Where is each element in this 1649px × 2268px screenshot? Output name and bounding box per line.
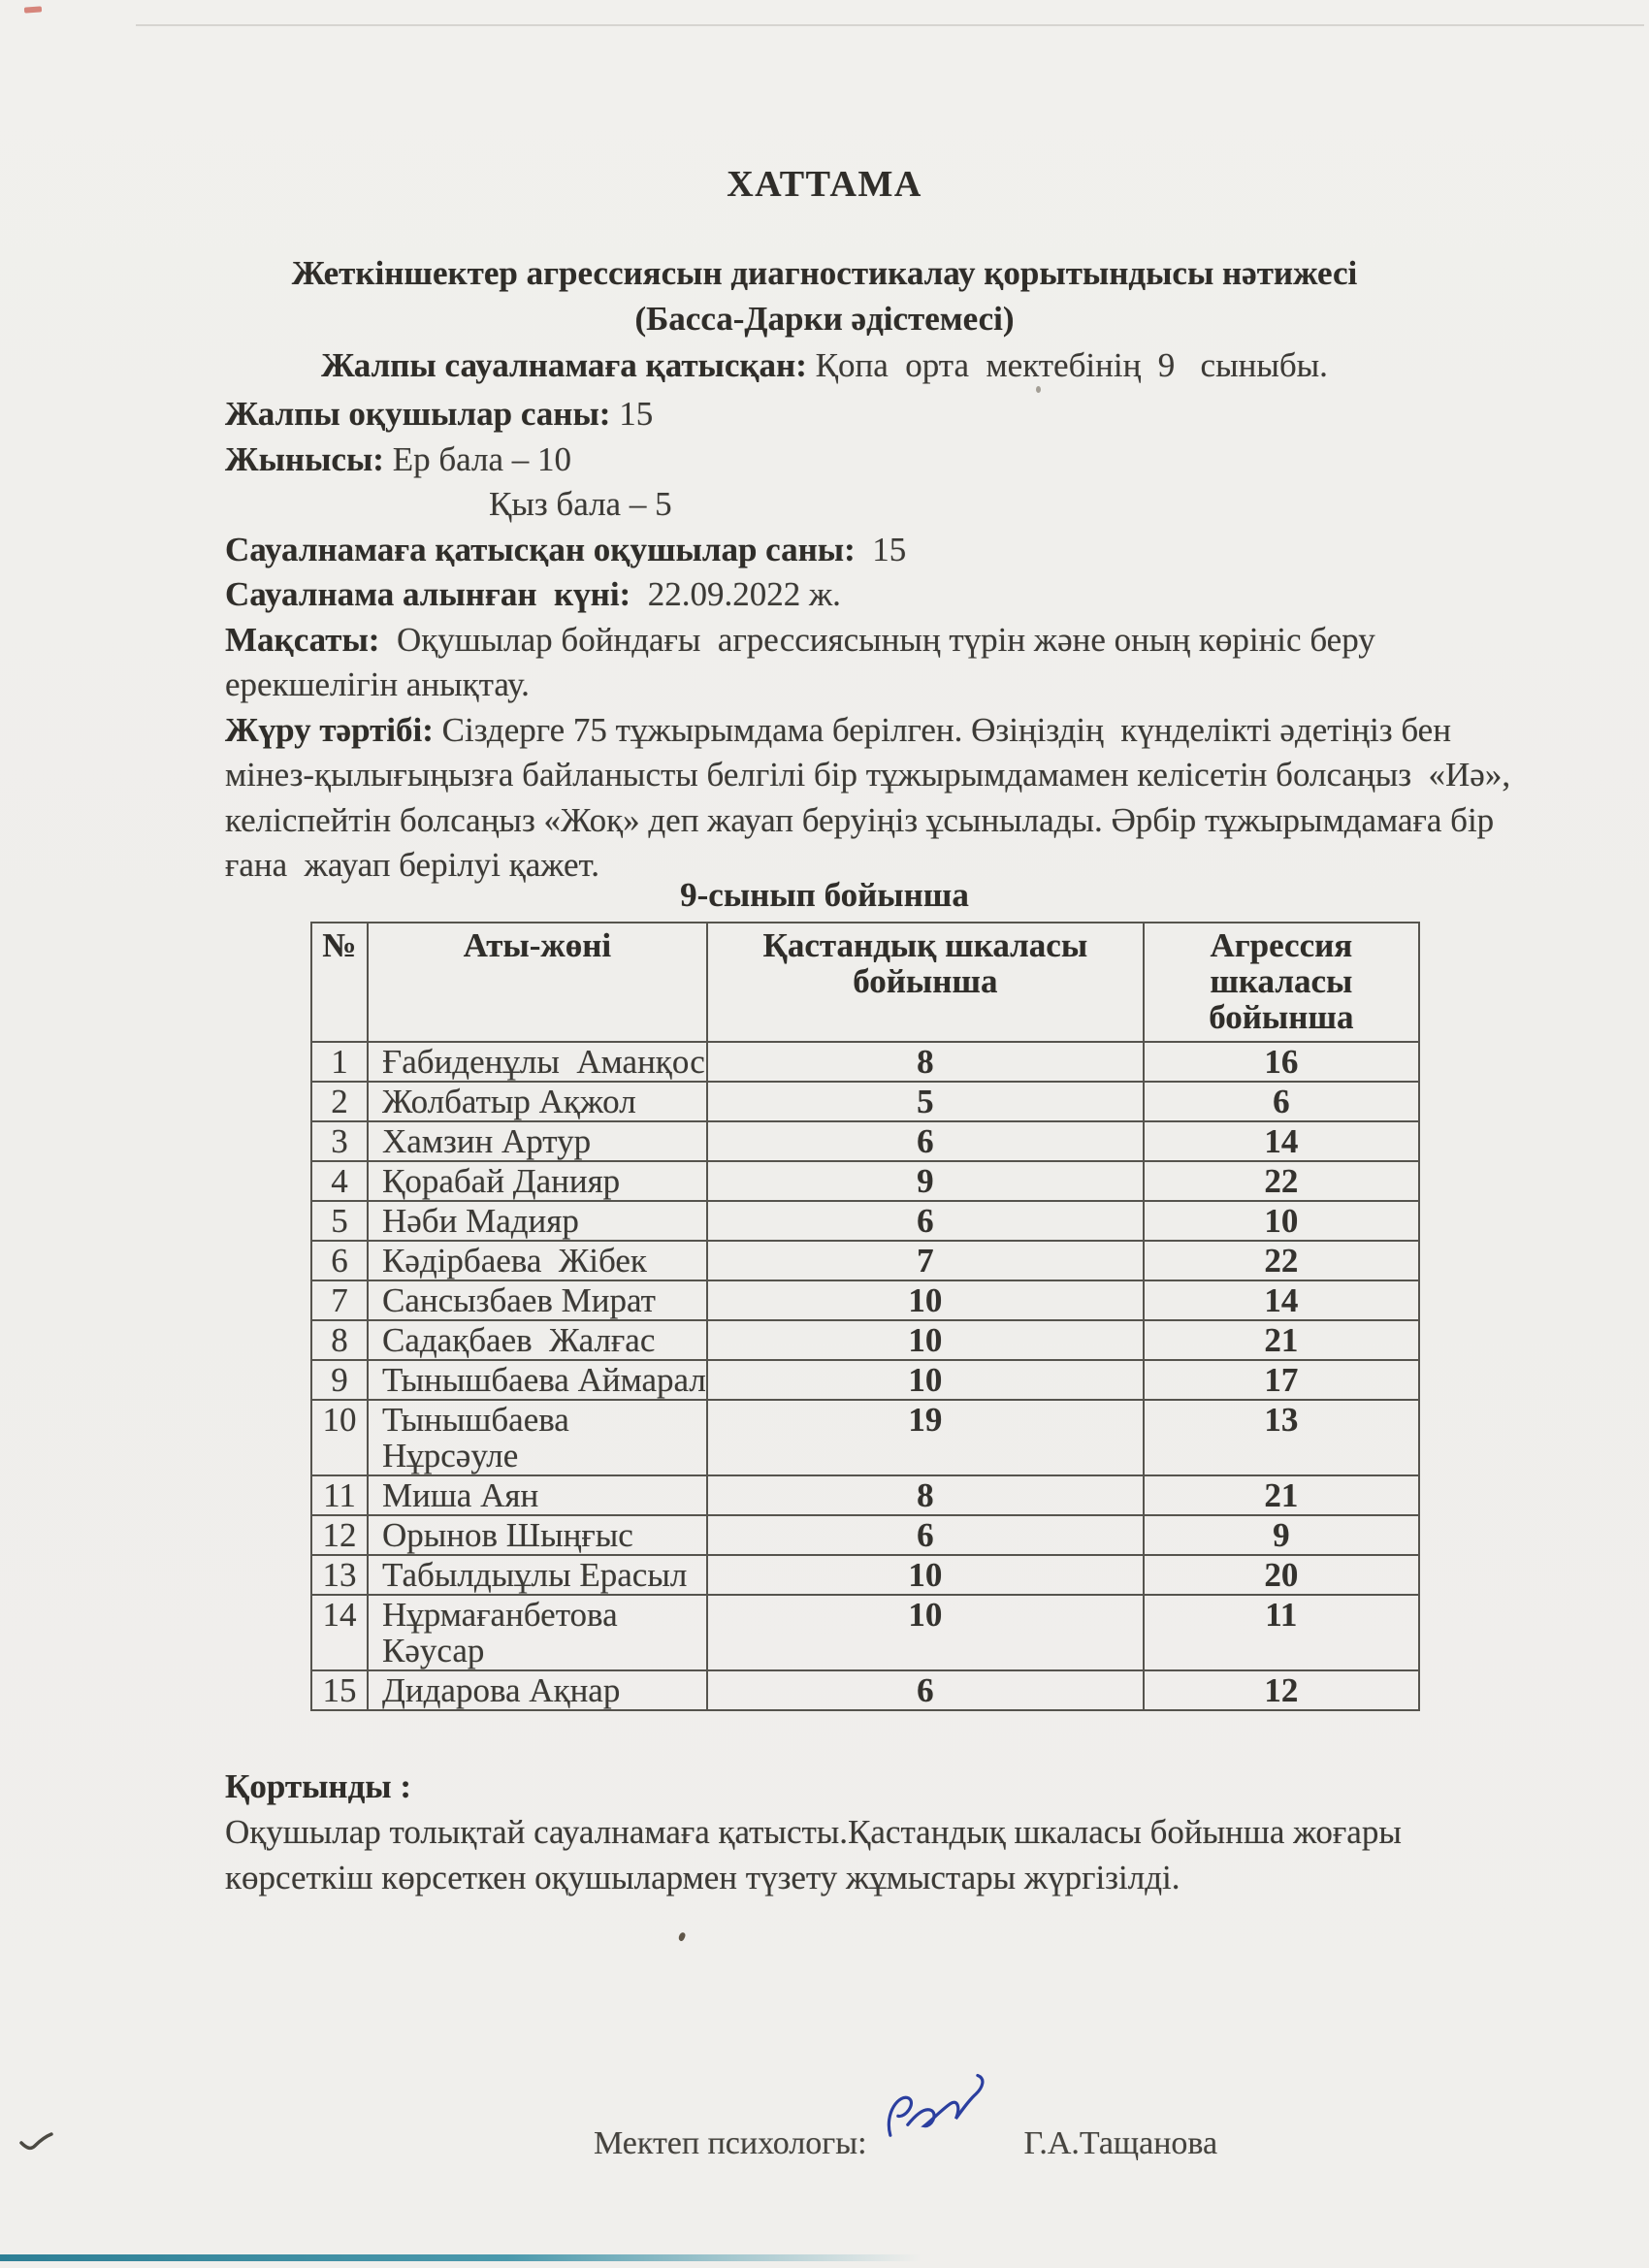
cell-kastandyk-score: 7 (707, 1241, 1144, 1280)
subtitle-line-1: Жеткіншектер агрессиясын диагностикалау қорытындысы нәтижесі (291, 254, 1358, 292)
field-gender-value-boys: Ер бала – 10 (383, 439, 571, 478)
handwritten-signature-ink (871, 2069, 1005, 2161)
cell-row-number: 14 (311, 1595, 368, 1670)
cell-agressia-score: 21 (1144, 1320, 1419, 1360)
field-goal-text-line-1: Оқушылар бойндағы агрессиясының түрін және оның көрініс беру (379, 620, 1375, 659)
field-participated-label: Жалпы сауалнамаға қатысқан: (321, 346, 807, 384)
table-caption: 9-сынып бойынша (680, 876, 969, 914)
header-student-name: Аты-жөні (368, 923, 707, 1042)
field-survey-date (225, 572, 1510, 618)
cell-row-number: 6 (311, 1241, 368, 1280)
cell-agressia-score: 22 (1144, 1161, 1419, 1201)
field-procedure (225, 708, 1510, 754)
cell-agressia-score: 6 (1144, 1082, 1419, 1121)
cell-agressia-score: 17 (1144, 1360, 1419, 1400)
table-header-row (311, 923, 1419, 1042)
cell-agressia-score: 10 (1144, 1201, 1419, 1241)
cell-student-name: Тынышбаева Нұрсәуле (368, 1400, 707, 1475)
scan-artifact-speck (677, 1931, 687, 1942)
cell-student-name: Дидарова Ақнар (368, 1670, 707, 1710)
table-row (311, 1670, 1419, 1710)
field-gender-label: Жынысы: (225, 439, 384, 478)
field-goal-label: Мақсаты: (225, 620, 380, 659)
field-gender-value-girls: Қыз бала – 5 (489, 485, 672, 523)
cell-row-number: 1 (311, 1042, 368, 1082)
table-row (311, 1555, 1419, 1595)
table-row (311, 1280, 1419, 1320)
field-goal-text-line-2: ерекшелігін анықтау. (225, 665, 530, 703)
signature-block (594, 2076, 1217, 2165)
field-respondents-label: Сауалнамаға қатысқан оқушылар саны: (225, 530, 856, 568)
cell-student-name: Нәби Мадияр (368, 1201, 707, 1241)
cell-row-number: 7 (311, 1280, 368, 1320)
cell-row-number: 10 (311, 1400, 368, 1475)
results-table-body (311, 1042, 1419, 1710)
cell-kastandyk-score: 9 (707, 1161, 1144, 1201)
cell-agressia-score: 22 (1144, 1241, 1419, 1280)
cell-agressia-score: 21 (1144, 1475, 1419, 1515)
cell-kastandyk-score: 5 (707, 1082, 1144, 1121)
cell-kastandyk-score: 6 (707, 1201, 1144, 1241)
cell-student-name: Садақбаев Жалғас (368, 1320, 707, 1360)
cell-kastandyk-score: 8 (707, 1042, 1144, 1082)
cell-row-number: 9 (311, 1360, 368, 1400)
cell-student-name: Хамзин Артур (368, 1121, 707, 1161)
cell-student-name: Тынышбаева Аймарал (368, 1360, 707, 1400)
field-procedure-text-line-1: Сіздерге 75 тұжырымдама берілген. Өзіңіздің күнделікті әдетіңіз бен (433, 710, 1451, 749)
table-row (311, 1042, 1419, 1082)
cell-kastandyk-score: 10 (707, 1280, 1144, 1320)
field-respondents (225, 528, 1510, 573)
field-participated-value: Қопа орта мектебінің 9 сыныбы. (806, 346, 1328, 384)
cell-student-name: Кәдірбаева Жібек (368, 1241, 707, 1280)
table-row (311, 1082, 1419, 1121)
cell-agressia-score: 11 (1144, 1595, 1419, 1670)
cell-row-number: 5 (311, 1201, 368, 1241)
field-procedure-label: Жүру тәртібі: (225, 710, 434, 749)
table-row (311, 1595, 1419, 1670)
page-title: ХАТТАМА (727, 164, 922, 205)
header-row-number: № (311, 923, 368, 1042)
field-procedure-text-line-4: ғана жауап берілуі қажет. (225, 846, 599, 884)
cell-row-number: 4 (311, 1161, 368, 1201)
field-total-students (225, 392, 1510, 437)
field-survey-date-value: 22.09.2022 ж. (630, 575, 841, 613)
table-row (311, 1475, 1419, 1515)
cell-student-name: Жолбатыр Ақжол (368, 1082, 707, 1121)
cell-kastandyk-score: 19 (707, 1400, 1144, 1475)
scan-artifact-top-line (136, 24, 1644, 26)
cell-kastandyk-score: 10 (707, 1360, 1144, 1400)
field-gender (225, 437, 1510, 483)
field-total-students-label: Жалпы оқушылар саны: (225, 395, 611, 433)
cell-kastandyk-score: 10 (707, 1595, 1144, 1670)
field-survey-date-label: Сауалнама алынған күні: (225, 575, 631, 613)
table-row (311, 1360, 1419, 1400)
table-row (311, 1161, 1419, 1201)
field-procedure-text-line-3: келіспейтін болсаңыз «Жоқ» деп жауап беруіңіз ұсынылады. Әрбір тұжырымдамаға бір (225, 800, 1495, 839)
cell-agressia-score: 12 (1144, 1670, 1419, 1710)
field-participated (0, 346, 1649, 385)
cell-agressia-score: 9 (1144, 1515, 1419, 1555)
cell-agressia-score: 14 (1144, 1280, 1419, 1320)
cell-kastandyk-score: 10 (707, 1555, 1144, 1595)
cell-agressia-score: 20 (1144, 1555, 1419, 1595)
field-total-students-value: 15 (610, 395, 654, 433)
cell-kastandyk-score: 6 (707, 1121, 1144, 1161)
header-agressia-scale: Агрессия шкаласы бойынша (1144, 923, 1419, 1042)
field-respondents-value: 15 (855, 530, 907, 568)
cell-kastandyk-score: 10 (707, 1320, 1144, 1360)
cell-row-number: 12 (311, 1515, 368, 1555)
header-kastandyk-scale: Қастандық шкаласы бойынша (707, 923, 1144, 1042)
cell-agressia-score: 16 (1144, 1042, 1419, 1082)
field-goal (225, 618, 1510, 664)
table-row (311, 1320, 1419, 1360)
cell-row-number: 15 (311, 1670, 368, 1710)
table-row (311, 1201, 1419, 1241)
signature-name: Г.А.Тащанова (1023, 2125, 1218, 2161)
cell-row-number: 13 (311, 1555, 368, 1595)
cell-row-number: 3 (311, 1121, 368, 1161)
results-table (310, 922, 1420, 1711)
cell-row-number: 2 (311, 1082, 368, 1121)
cell-student-name: Ғабиденұлы Аманқос (368, 1042, 707, 1082)
cell-student-name: Нұрмағанбетова Кәусар (368, 1595, 707, 1670)
table-row (311, 1121, 1419, 1161)
signature-label: Мектеп психологы: (594, 2125, 867, 2161)
cell-agressia-score: 13 (1144, 1400, 1419, 1475)
handwritten-check-mark (19, 2130, 54, 2156)
cell-agressia-score: 14 (1144, 1121, 1419, 1161)
cell-student-name: Қорабай Данияр (368, 1161, 707, 1201)
subtitle-line-2: (Басса-Дарки әдістемесі) (634, 300, 1015, 338)
field-procedure-text-line-2: мінез-қылығыңызға байланысты белгілі бір тұжырымдамамен келісетін болсаңыз «Иә», (225, 756, 1511, 794)
conclusion-heading: Қортынды : (225, 1767, 412, 1805)
table-row (311, 1241, 1419, 1280)
scan-artifact-bottom-strip (0, 2254, 922, 2261)
scan-artifact-red-dash (24, 6, 42, 13)
cell-row-number: 11 (311, 1475, 368, 1515)
cell-student-name: Табылдыұлы Ерасыл (368, 1555, 707, 1595)
cell-student-name: Миша Аян (368, 1475, 707, 1515)
table-row (311, 1400, 1419, 1475)
cell-kastandyk-score: 8 (707, 1475, 1144, 1515)
table-row (311, 1515, 1419, 1555)
cell-row-number: 8 (311, 1320, 368, 1360)
document-info-block (225, 392, 1510, 889)
conclusion-text-line-2: көрсеткіш көрсеткен оқушылармен түзету жұмыстары жүргізілді. (225, 1859, 1180, 1896)
cell-student-name: Орынов Шыңғыс (368, 1515, 707, 1555)
cell-kastandyk-score: 6 (707, 1670, 1144, 1710)
cell-kastandyk-score: 6 (707, 1515, 1144, 1555)
conclusion-text-line-1: Оқушылар толықтай сауалнамаға қатысты.Қастандық шкаласы бойынша жоғары (225, 1813, 1402, 1851)
cell-student-name: Сансызбаев Мират (368, 1280, 707, 1320)
